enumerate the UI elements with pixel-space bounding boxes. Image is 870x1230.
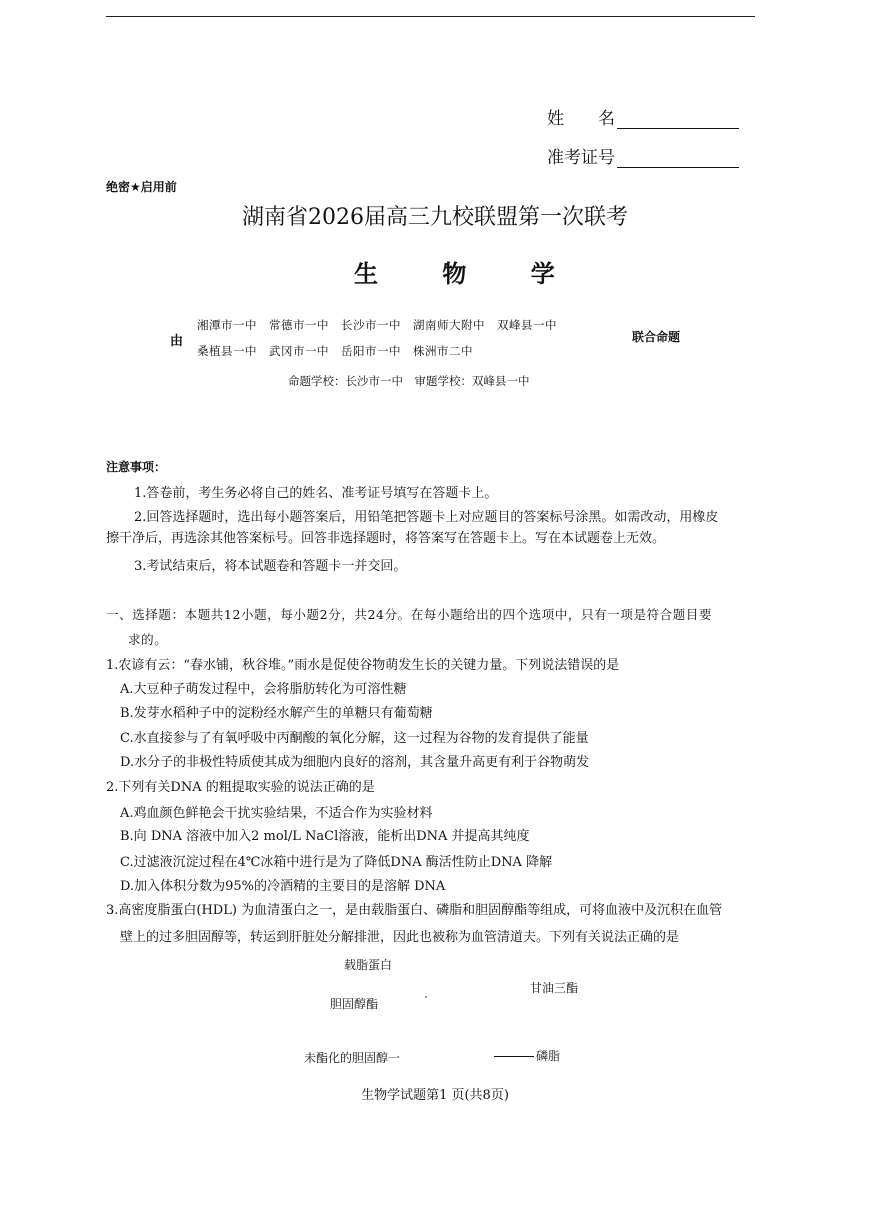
figure-label-phospholipid-wrap xyxy=(494,1047,560,1064)
setter-line: 命题学校：长沙市一中 审题学校：双峰县一中 xyxy=(288,374,530,388)
question-3-stem-line-1: 3.高密度脂蛋白(HDL) 为血清蛋白之一，是由载脂蛋白、磷脂和胆固醇酯等组成，可将血液中及沉积在血管 xyxy=(106,903,723,918)
schools-row-1: 湘潭市一中 常德市一中 长沙市一中 湖南师大附中 双峰县一中 xyxy=(197,318,557,332)
schools-row-2: 桑植县一中 武冈市一中 岳阳市一中 株洲市二中 xyxy=(197,344,473,358)
notice-item-1: 1.答卷前，考生务必将自己的姓名、准考证号填写在答题卡上。 xyxy=(134,486,498,501)
question-2-option-a: A.鸡血颜色鲜艳会干扰实验结果，不适合作为实验材料 xyxy=(120,806,433,821)
figure-dot xyxy=(425,996,427,998)
question-1-option-c: C.水直接参与了有氧呼吸中丙酮酸的氧化分解，这一过程为谷物的发育提供了能量 xyxy=(120,731,589,746)
figure-label-free-cholesterol: 未酯化的胆固醇一 xyxy=(304,1051,401,1065)
question-1-option-a: A.大豆种子萌发过程中，会将脂肪转化为可溶性糖 xyxy=(120,682,407,697)
section-1-heading-cont: 求的。 xyxy=(128,632,168,647)
name-blank[interactable] xyxy=(617,110,739,129)
question-1-option-d: D.水分子的非极性特质使其成为细胞内良好的溶剂，其含量升高更有利于谷物萌发 xyxy=(120,755,590,770)
schools-suffix: 联合命题 xyxy=(632,330,681,344)
top-rule xyxy=(106,16,755,17)
figure-label-cholesterol-ester: 胆固醇酯 xyxy=(330,997,379,1011)
schools-prefix: 由 xyxy=(170,334,184,349)
figure-label-apolipoprotein: 载脂蛋白 xyxy=(344,958,393,972)
question-2-option-b: B.向 DNA 溶液中加入2 mol/L NaCl溶液，能析出DNA 并提高其纯度 xyxy=(120,829,530,844)
exam-id-label: 准考证号 xyxy=(547,148,615,168)
exam-title: 湖南省2026届高三九校联盟第一次联考 xyxy=(242,205,628,230)
figure-label-phospholipid: 磷脂 xyxy=(536,1049,561,1063)
figure-leader-line xyxy=(494,1056,534,1057)
figure-label-triglyceride: 甘油三酯 xyxy=(530,981,579,995)
subject-title: 生 物 学 xyxy=(354,260,583,288)
page-footer: 生物学试题第1 页(共8页) xyxy=(361,1088,509,1103)
notice-title: 注意事项： xyxy=(106,460,167,474)
question-2-option-d: D.加入体积分数为95%的冷酒精的主要目的是溶解 DNA xyxy=(120,879,446,894)
question-1-stem: 1.农谚有云：“春水铺，秋谷堆。”雨水是促使谷物萌发生长的关键力量。下列说法错误的是 xyxy=(106,658,620,673)
secret-mark: 绝密★启用前 xyxy=(106,180,177,194)
question-3-stem-line-2: 壁上的过多胆固醇等，转运到肝脏处分解排泄，因此也被称为血管清道夫。下列有关说法正确的是 xyxy=(120,930,680,945)
exam-id-field[interactable] xyxy=(547,143,739,168)
name-label: 姓 名 xyxy=(547,109,615,129)
question-2-option-c: C.过滤液沉淀过程在4℃冰箱中进行是为了降低DNA 酶活性防止DNA 降解 xyxy=(120,855,553,870)
notice-item-2-line-1: 2.回答选择题时，选出每小题答案后，用铅笔把答题卡上对应题目的答案标号涂黑。如需改动，用橡皮 xyxy=(134,510,719,525)
question-1-option-b: B.发芽水稻种子中的淀粉经水解产生的单糖只有葡萄糖 xyxy=(120,706,433,721)
question-2-stem: 2.下列有关DNA 的粗提取实验的说法正确的是 xyxy=(106,780,375,795)
notice-item-2-line-2: 擦干净后，再选涂其他答案标号。回答非选择题时，将答案写在答题卡上。写在本试题卷上无效。 xyxy=(106,531,666,546)
notice-item-3: 3.考试结束后，将本试题卷和答题卡一并交回。 xyxy=(134,559,407,574)
exam-id-blank[interactable] xyxy=(617,149,739,168)
name-field[interactable] xyxy=(547,104,739,129)
section-1-heading: 一、选择题：本题共12小题，每小题2分，共24分。在每小题给出的四个选项中，只有一项是符合题目要 xyxy=(106,607,713,622)
